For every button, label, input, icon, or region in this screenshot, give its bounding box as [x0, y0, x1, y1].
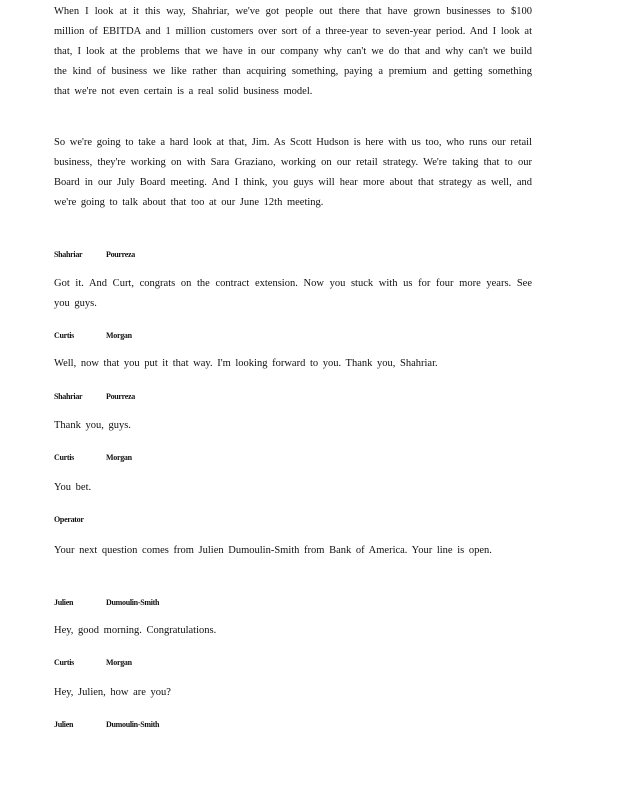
- speaker-last-name: Dumoulin-Smith: [106, 720, 160, 729]
- speaker-last-name: Dumoulin-Smith: [106, 598, 160, 607]
- speaker-first-name: Curtis: [54, 331, 74, 340]
- speaker-name: [54, 720, 159, 729]
- speaker-first-name: Curtis: [54, 658, 74, 667]
- speaker-first-name: Shahriar: [54, 392, 83, 401]
- speaker-last-name: Pourreza: [106, 392, 135, 401]
- speaker-first-name: Julien: [54, 720, 74, 729]
- speaker-name: [54, 331, 132, 340]
- speaker-name: [54, 392, 135, 401]
- speaker-name: Operator: [54, 515, 84, 524]
- transcript-paragraph: When I look at it this way, Shahriar, we've got people out there that have grown businesses to $100 million of EBITDA and 1 million customers over sort of a three-year to seven-year period. And I look at that, I look at the problems that we have in our company why can't we do that and why can't we build the kind of business we like rather than acquiring something, paying a premium and getting something that we're not even certain is a real solid business model.: [54, 6, 532, 97]
- speaker-first-name: Curtis: [54, 453, 74, 462]
- transcript-paragraph: Hey, good morning. Congratulations.: [54, 625, 217, 636]
- speaker-name: [54, 598, 159, 607]
- transcript-paragraph: Hey, Julien, how are you?: [54, 687, 171, 698]
- transcript-paragraph: Thank you, guys.: [54, 420, 131, 431]
- transcript-paragraph: So we're going to take a hard look at that, Jim. As Scott Hudson is here with us too, who runs our retail business, they're working on with Sara Graziano, working on our retail strategy. We're taking that to our Board in our July Board meeting. And I think, you guys will hear more about that strategy as well, and we're going to talk about that too at our June 12th meeting.: [54, 137, 532, 208]
- speaker-first-name: Shahriar: [54, 250, 83, 259]
- transcript-paragraph: You bet.: [54, 482, 92, 493]
- speaker-name: [54, 250, 135, 259]
- speaker-first-name: Julien: [54, 598, 74, 607]
- speaker-last-name: Morgan: [106, 658, 132, 667]
- transcript-paragraph: Your next question comes from Julien Dumoulin-Smith from Bank of America. Your line is open.: [54, 545, 492, 556]
- speaker-last-name: Pourreza: [106, 250, 135, 259]
- speaker-last-name: Morgan: [106, 453, 132, 462]
- transcript-paragraph: Well, now that you put it that way. I'm looking forward to you. Thank you, Shahriar.: [54, 358, 438, 369]
- speaker-name: [54, 453, 132, 462]
- transcript-paragraph: Got it. And Curt, congrats on the contract extension. Now you stuck with us for four more years. See you guys.: [54, 278, 532, 309]
- speaker-name: [54, 658, 132, 667]
- speaker-last-name: Morgan: [106, 331, 132, 340]
